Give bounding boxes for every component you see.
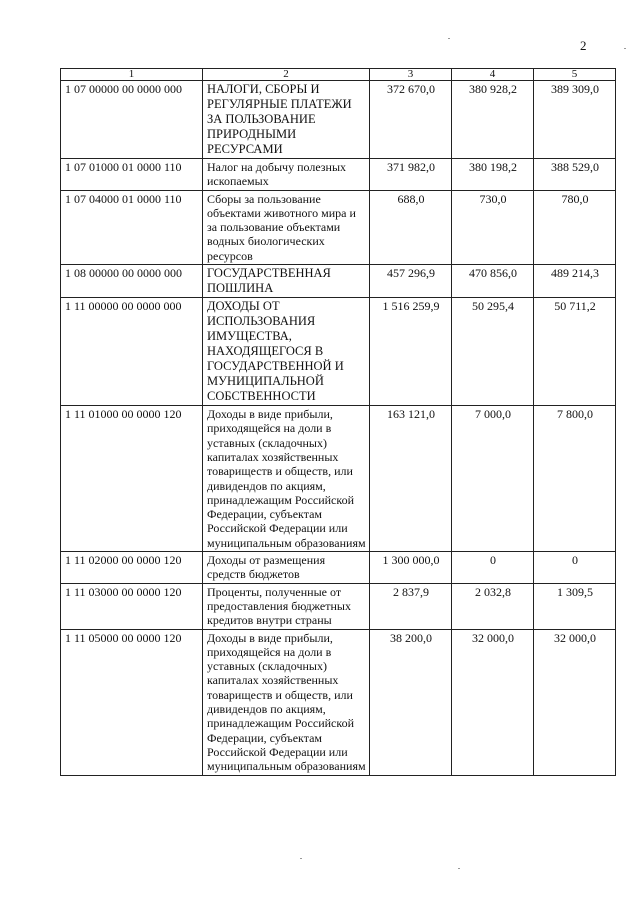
row-value-col3: 457 296,9	[370, 265, 452, 298]
table-row	[61, 406, 616, 552]
row-value-col4: 50 295,4	[452, 298, 534, 406]
row-value-col5: 50 711,2	[534, 298, 616, 406]
table-row	[61, 552, 616, 584]
table-row	[61, 629, 616, 775]
table-row	[61, 81, 616, 159]
scan-speck	[448, 38, 450, 39]
row-value-col5: 388 529,0	[534, 159, 616, 191]
row-value-col4: 32 000,0	[452, 629, 534, 775]
row-value-col3: 371 982,0	[370, 159, 452, 191]
row-value-col4: 470 856,0	[452, 265, 534, 298]
row-value-col5: 0	[534, 552, 616, 584]
row-value-col5: 32 000,0	[534, 629, 616, 775]
table-header-row	[61, 69, 616, 81]
row-name: НАЛОГИ, СБОРЫ И РЕГУЛЯРНЫЕ ПЛАТЕЖИ ЗА ПОЛЬЗОВАНИЕ ПРИРОДНЫМИ РЕСУРСАМИ	[203, 81, 370, 159]
row-value-col4: 730,0	[452, 190, 534, 264]
row-value-col3: 372 670,0	[370, 81, 452, 159]
table-row	[61, 298, 616, 406]
table-row	[61, 190, 616, 264]
row-value-col5: 7 800,0	[534, 406, 616, 552]
column-header: 3	[370, 69, 452, 81]
table-row	[61, 265, 616, 298]
row-value-col5: 389 309,0	[534, 81, 616, 159]
table-row	[61, 583, 616, 629]
row-name: Проценты, полученные от предоставления бюджетных кредитов внутри страны	[203, 583, 370, 629]
row-value-col5: 780,0	[534, 190, 616, 264]
column-header: 5	[534, 69, 616, 81]
row-code: 1 07 00000 00 0000 000	[61, 81, 203, 159]
scan-speck	[458, 868, 460, 869]
scan-speck	[624, 48, 626, 49]
row-code: 1 07 04000 01 0000 110	[61, 190, 203, 264]
column-header: 2	[203, 69, 370, 81]
row-code: 1 11 00000 00 0000 000	[61, 298, 203, 406]
row-value-col3: 1 300 000,0	[370, 552, 452, 584]
row-name: Доходы в виде прибыли, приходящейся на доли в уставных (складочных) капиталах хозяйственных товариществ и обществ, или дивидендов по акциям, принадлежащим Российской Федерации, субъектам Российской Федерации или муниципальным образованиям	[203, 629, 370, 775]
row-value-col4: 7 000,0	[452, 406, 534, 552]
row-value-col3: 2 837,9	[370, 583, 452, 629]
row-code: 1 11 03000 00 0000 120	[61, 583, 203, 629]
row-code: 1 11 01000 00 0000 120	[61, 406, 203, 552]
row-value-col4: 380 198,2	[452, 159, 534, 191]
row-value-col4: 2 032,8	[452, 583, 534, 629]
revenue-table	[60, 68, 616, 776]
row-name: Доходы в виде прибыли, приходящейся на доли в уставных (складочных) капиталах хозяйственных товариществ и обществ, или дивидендов по акциям, принадлежащим Российской Федерации, субъектам Российской Федерации или муниципальным образованиям	[203, 406, 370, 552]
row-value-col5: 1 309,5	[534, 583, 616, 629]
column-header: 4	[452, 69, 534, 81]
row-value-col3: 38 200,0	[370, 629, 452, 775]
row-name: Сборы за пользование объектами животного мира и за пользование объектами водных биологических ресурсов	[203, 190, 370, 264]
row-name: Доходы от размещения средств бюджетов	[203, 552, 370, 584]
table-row	[61, 159, 616, 191]
row-code: 1 11 05000 00 0000 120	[61, 629, 203, 775]
page-number: 2	[580, 38, 587, 53]
row-code: 1 07 01000 01 0000 110	[61, 159, 203, 191]
row-value-col4: 0	[452, 552, 534, 584]
row-value-col3: 1 516 259,9	[370, 298, 452, 406]
scan-speck	[300, 858, 302, 859]
row-value-col3: 688,0	[370, 190, 452, 264]
row-code: 1 11 02000 00 0000 120	[61, 552, 203, 584]
column-header: 1	[61, 69, 203, 81]
row-name: Налог на добычу полезных ископаемых	[203, 159, 370, 191]
row-value-col4: 380 928,2	[452, 81, 534, 159]
row-code: 1 08 00000 00 0000 000	[61, 265, 203, 298]
row-value-col5: 489 214,3	[534, 265, 616, 298]
row-name: ГОСУДАРСТВЕННАЯ ПОШЛИНА	[203, 265, 370, 298]
row-value-col3: 163 121,0	[370, 406, 452, 552]
row-name: ДОХОДЫ ОТ ИСПОЛЬЗОВАНИЯ ИМУЩЕСТВА, НАХОДЯЩЕГОСЯ В ГОСУДАРСТВЕННОЙ И МУНИЦИПАЛЬНОЙ СОБСТВЕННОСТИ	[203, 298, 370, 406]
